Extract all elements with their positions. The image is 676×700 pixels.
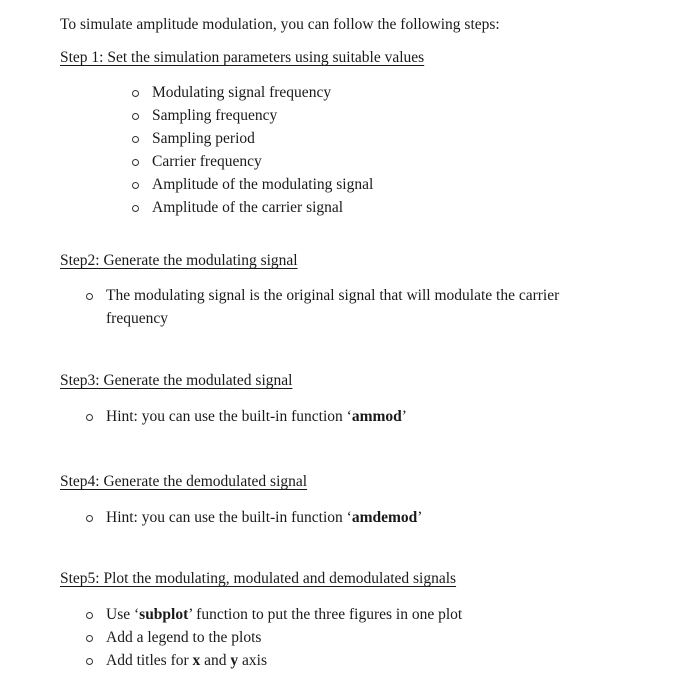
step4-list	[84, 506, 422, 529]
list-item	[84, 405, 407, 428]
list-item: The modulating signal is the original signal that will modulate the carrier frequency	[84, 284, 612, 330]
step2-list	[84, 284, 612, 330]
list-item: Add a legend to the plots	[84, 626, 462, 649]
list-item: Sampling period	[130, 127, 373, 150]
step5-heading: Step5: Plot the modulating, modulated and demodulated signals	[60, 570, 457, 587]
text-suffix: ’ function to put the three figures in one plot	[188, 606, 463, 623]
text-prefix: Use ‘	[106, 606, 140, 623]
step1-heading: Step 1: Set the simulation parameters using suitable values	[60, 49, 425, 66]
list-item	[84, 649, 462, 672]
step5-list	[84, 603, 462, 672]
step1-list	[130, 81, 373, 219]
function-name: ammod	[351, 408, 402, 425]
hint-prefix: Hint: you can use the built-in function ‘	[106, 408, 352, 425]
step3-heading: Step3: Generate the modulated signal	[60, 372, 293, 389]
x-label: x	[192, 652, 201, 669]
hint-suffix: ’	[401, 408, 407, 425]
list-item: Amplitude of the modulating signal	[130, 173, 373, 196]
function-name: amdemod	[351, 509, 418, 526]
text-prefix: Add titles for	[106, 652, 193, 669]
intro-text: To simulate amplitude modulation, you can follow the following steps:	[60, 16, 500, 33]
list-item	[84, 603, 462, 626]
text-suffix: axis	[238, 652, 268, 669]
hint-prefix: Hint: you can use the built-in function ‘	[106, 509, 352, 526]
list-item: Carrier frequency	[130, 150, 373, 173]
function-name: subplot	[139, 606, 189, 623]
step4-heading: Step4: Generate the demodulated signal	[60, 473, 308, 490]
list-item: Modulating signal frequency	[130, 81, 373, 104]
step3-list	[84, 405, 407, 428]
y-label: y	[230, 652, 239, 669]
list-item: Sampling frequency	[130, 104, 373, 127]
list-item	[84, 506, 422, 529]
text-mid: and	[200, 652, 231, 669]
hint-suffix: ’	[417, 509, 423, 526]
step2-heading: Step2: Generate the modulating signal	[60, 252, 298, 269]
list-item: Amplitude of the carrier signal	[130, 196, 373, 219]
